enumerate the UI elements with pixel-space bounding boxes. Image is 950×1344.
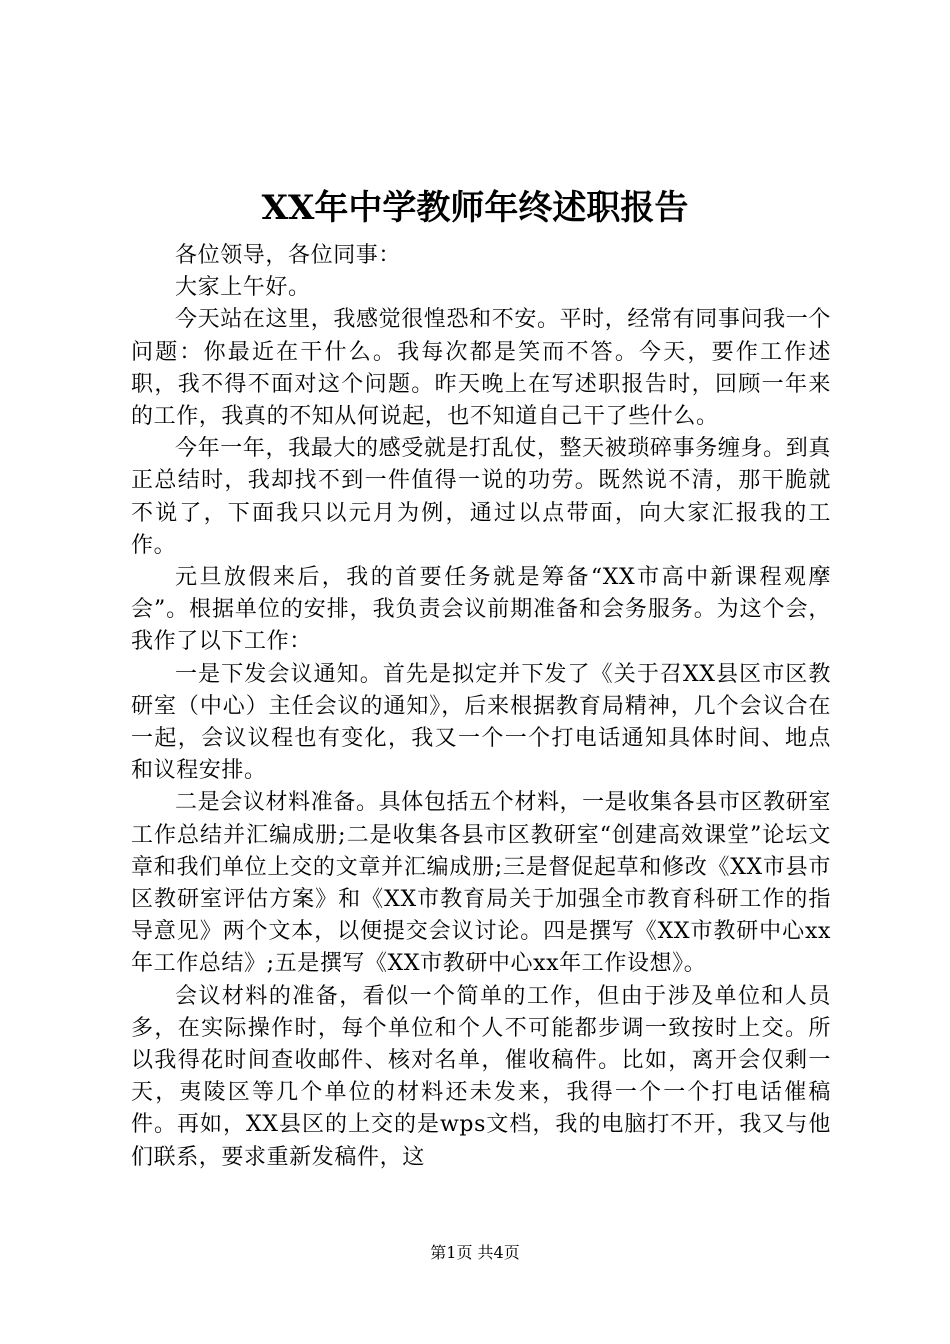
paragraph-salutation: 各位领导，各位同事： bbox=[175, 243, 402, 268]
page-number-footer: 第1页 共4页 bbox=[430, 1243, 520, 1262]
paragraph: 会议材料的准备，看似一个简单的工作，但由于涉及单位和人员多，在实际操作时，每个单位和个人不可能都步调一致按时上交。所以我得花时间查收邮件、核对名单，催收稿件。比如，离开会仅剩一天，夷陵区等几个单位的材料还未发来，我得一个一个打电话催稿件。再如，XX县区的上交的是wps文档，我的电脑打不开，我又与他们联系，要求重新发稿件，这 bbox=[131, 983, 831, 1170]
document-title: XX年中学教师年终述职报告 bbox=[261, 188, 689, 228]
paragraph: 元旦放假来后，我的首要任务就是筹备“XX市高中新课程观摩会”。根据单位的安排，我负责会议前期准备和会务服务。为这个会，我作了以下工作： bbox=[131, 565, 831, 655]
paragraph: 二是会议材料准备。具体包括五个材料，一是收集各县市区教研室工作总结并汇编成册;二是收集各县市区教研室“创建高效课堂”论坛文章和我们单位上交的文章并汇编成册;三是督促起草和修改《XX市县市区教研室评估方案》和《XX市教育局关于加强全市教育科研工作的指导意见》两个文本，以便提交会议讨论。四是撰写《XX市教研中心xx年工作总结》;五是撰写《XX市教研中心xx年工作设想》。 bbox=[131, 790, 831, 977]
paragraph: 今年一年，我最大的感受就是打乱仗，整天被琐碎事务缠身。到真正总结时，我却找不到一件值得一说的功劳。既然说不清，那干脆就不说了，下面我只以元月为例，通过以点带面，向大家汇报我的工作。 bbox=[131, 436, 831, 558]
document-body bbox=[131, 240, 831, 1174]
paragraph: 一是下发会议通知。首先是拟定并下发了《关于召XX县区市区教研室（中心）主任会议的通知》，后来根据教育局精神，几个会议合在一起，会议议程也有变化，我又一个一个打电话通知具体时间、地点和议程安排。 bbox=[131, 661, 831, 784]
paragraph: 今天站在这里，我感觉很惶恐和不安。平时，经常有同事问我一个问题：你最近在干什么。我每次都是笑而不答。今天，要作工作述职，我不得不面对这个问题。昨天晚上在写述职报告时，回顾一年来的工作，我真的不知从何说起，也不知道自己干了些什么。 bbox=[131, 307, 831, 430]
paragraph-greeting: 大家上午好。 bbox=[175, 275, 311, 301]
